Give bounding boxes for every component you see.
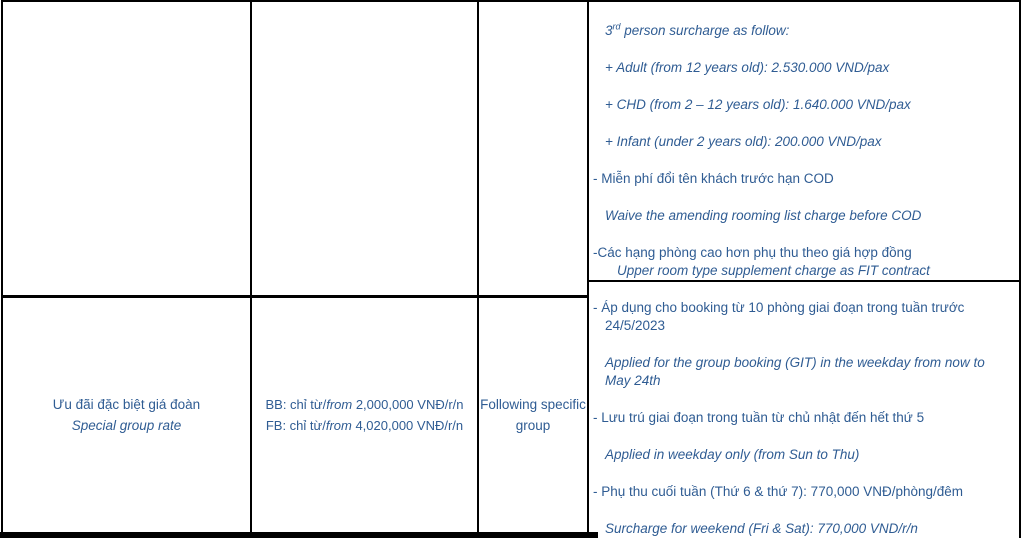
rate-bb-pre: BB: chỉ từ/ bbox=[265, 396, 327, 412]
rate-fb-line bbox=[266, 415, 463, 436]
weekend-vi-line: - Phụ thu cuối tuần (Thứ 6 & thứ 7): 770,000 VNĐ/phòng/đêm bbox=[593, 484, 964, 499]
booking-en-group bbox=[593, 354, 1015, 390]
upper-room-en-line: Upper room type supplement charge as FIT contract bbox=[617, 263, 930, 278]
surcharge-adult-line: + Adult (from 12 years old): 2.530.000 VND/pax bbox=[605, 60, 890, 75]
upper-room-vi-line: -Các hạng phòng cao hơn phụ thu theo giá hợp đồng bbox=[593, 245, 912, 260]
rate-bb-line bbox=[265, 394, 463, 415]
rate-fb-value: 4,020,000 VNĐ/r/n bbox=[351, 417, 464, 433]
cell-row2-terms bbox=[589, 299, 1017, 538]
row-divider-terms-column bbox=[589, 280, 1021, 282]
booking-vi-group bbox=[593, 299, 1015, 335]
condition-line-1: Following specific bbox=[480, 396, 586, 412]
surcharge-header-rest: person surcharge as follow: bbox=[620, 23, 790, 38]
surcharge-infant-line: + Infant (under 2 years old): 200.000 VND/pax bbox=[605, 134, 882, 149]
surcharge-header-line bbox=[593, 22, 1015, 40]
rate-fb-from: from bbox=[325, 417, 352, 433]
cell-row1-terms bbox=[589, 0, 1017, 278]
table-border-right bbox=[1019, 0, 1021, 538]
rate-fb-pre: FB: chỉ từ/ bbox=[265, 417, 326, 433]
free-rename-en-line: Waive the amending rooming list charge before COD bbox=[605, 208, 922, 223]
rate-bb-value: 2,000,000 VNĐ/r/n bbox=[352, 396, 464, 412]
booking-en-line-1: Applied for the group booking (GIT) in the weekday from now to bbox=[605, 355, 985, 370]
promo-title-en: Special group rate bbox=[71, 417, 182, 433]
stay-en-line: Applied in weekday only (from Sun to Thu) bbox=[605, 447, 860, 462]
booking-en-line-2: May 24th bbox=[605, 373, 661, 388]
rate-bb-from: from bbox=[326, 396, 353, 412]
weekend-en-line: Surcharge for weekend (Fri & Sat): 770,000 VND/r/n bbox=[605, 521, 918, 536]
stay-vi-line: - Lưu trú giai đoạn trong tuần từ chủ nhật đến hết thứ 5 bbox=[593, 410, 925, 425]
cell-condition bbox=[479, 297, 587, 532]
condition-line-2: group bbox=[515, 417, 551, 433]
booking-vi-line-1: - Áp dụng cho booking từ 10 phòng giai đoạn trong tuần trước bbox=[593, 300, 965, 315]
promo-title-vi: Ưu đãi đặc biệt giá đoàn bbox=[52, 396, 201, 412]
cell-rates bbox=[252, 297, 477, 532]
upper-room-group bbox=[593, 244, 1015, 280]
booking-vi-line-2: 24/5/2023 bbox=[605, 318, 666, 333]
surcharge-header-sup: rd bbox=[612, 21, 621, 32]
surcharge-chd-line: + CHD (from 2 – 12 years old): 1.640.000 VND/pax bbox=[605, 97, 911, 112]
cell-promo-name bbox=[3, 297, 250, 532]
row-divider-bottom-bar bbox=[0, 532, 598, 538]
surcharge-header-pre: 3 bbox=[605, 23, 613, 38]
free-rename-vi-line: - Miễn phí đổi tên khách trước hạn COD bbox=[593, 171, 834, 186]
